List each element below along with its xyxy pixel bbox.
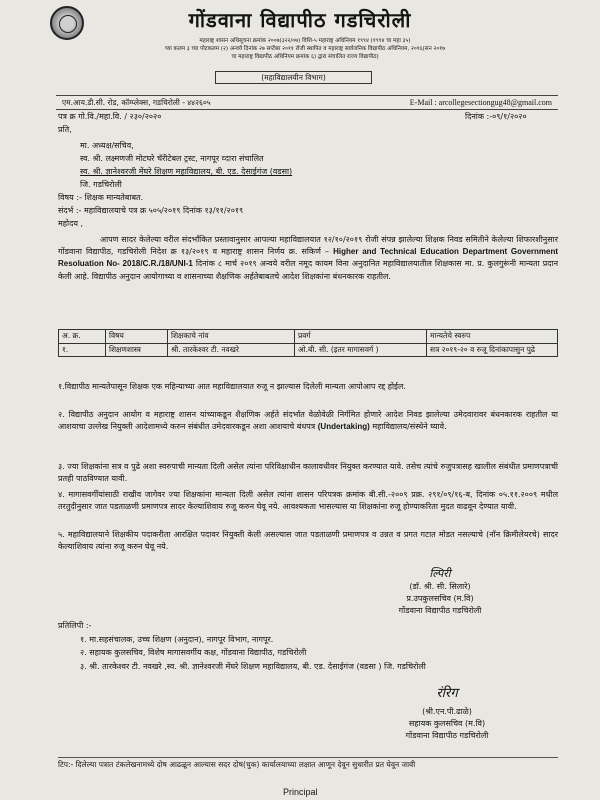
subject-line: विषय :- शिक्षक मान्यतेबाबत. (58, 193, 144, 202)
signature-block-2 (372, 688, 522, 742)
table-cell: श्री. तारकेश्वर टी. नवखरे (168, 344, 295, 357)
condition-5: ५. महाविद्यालयाने शिक्षकीय पदाकरीता आरक्षित पदावर नियुक्ती केली असल्यास जात पडताळणी प्रमाणपत्र व उन्नत व प्रगत गटात मोडत नसल्याचे (नॉन क्रिमीलेयरचे) सादर केल्याशिवाय त्यांना रुजू करुन घेवू नये. (58, 530, 558, 551)
principal-stamp-text: Principal (283, 787, 318, 797)
addressee-line: मा. अध्यक्ष/सचिव, (80, 141, 134, 150)
signatory-name: (डॉ. श्री. सी. सिलारे) (409, 582, 471, 591)
university-title: गोंडवाना विद्यापीठ गडचिरोली (188, 8, 412, 32)
addressee-line: जि. गडचिरोली (80, 180, 122, 189)
condition-2-text-a: २. विद्यापीठ अनुदान आयोग व महाराष्ट्र शासन यांच्याकडून शैक्षणिक अर्हते संदर्भात वेळोवेळी निर्गमित होणारे आदेश निवड झालेल्या उमेदवारावर बंधनकारक राहतील या आशयाचा उल्लेख नियुक्ती आदेशामध्ये करुन संबंधीत उमेदवारकडून अशा आशयाचे बंधपत्र (58, 410, 558, 431)
body-paragraph (58, 234, 558, 283)
signatory-org: गोंडवाना विद्यापीठ गडचिरोली (398, 606, 482, 615)
table-cell: शिक्षणशास्त्र (106, 344, 168, 357)
footer-divider (58, 757, 558, 758)
condition-2 (58, 409, 558, 433)
reference-number: पत्र क्र गो.वि./महा.वि. / २३०/२०२० (58, 112, 162, 121)
addressee-line: स्व. श्री. लक्ष्मणजी मोटघरे चॅरीटेबल ट्रस्ट, नागपूर व्दारा संचालित (80, 154, 264, 163)
condition-2-text-b: महाविद्यालय/संस्थेने घ्यावे. (372, 422, 447, 431)
signature-mark: रंरिग (436, 686, 458, 701)
condition-1: १.विद्यापीठ मान्यतेपासून शिक्षक एक महिन्याच्या आत महाविद्यालयात रुजू न झाल्यास दिलेली मान्यता आपोआप रद्द होईल. (58, 382, 406, 391)
address-text: एम.आय.डी.सी. रोड, कॉम्प्लेक्स, गडचिरोली - ४४२६०५ (62, 98, 211, 107)
email-text: E-Mail : arcollegesectiongug48@gmail.com (409, 98, 552, 107)
table-header: अ. क्र. (59, 330, 106, 344)
table-cell: ओ.बी. सी. (इतर मागासवर्ग ) (295, 344, 427, 357)
table-header-row (59, 330, 558, 344)
copies-heading: प्रतिलिपी :- (58, 621, 92, 630)
approval-table (58, 329, 558, 357)
address-bar (56, 95, 558, 110)
salutation: महोदय , (58, 219, 84, 228)
department-label: (महाविद्यालयीन विभाग) (215, 71, 372, 84)
signature-block-1 (365, 568, 515, 617)
copy-item: ३. श्री. तारकेश्वर टी. नवखरे ,स्व. श्री. ज्ञानेश्वरजी मेंघरे शिक्षण महाविद्यालय, बी. एड. देसाईगंज (वडसा ) जि. गडचिरोली (80, 662, 426, 671)
table-cell: सत्र २०१९-२० व रुजू दिनांकापासुन पुढे (427, 344, 558, 357)
table-header: शिक्षकाचे नांव (168, 330, 295, 344)
condition-3: ३. ज्या शिक्षकांना सत्र व पुढे अशा स्वरुपाची मान्यता दिली असेल त्यांना परिविक्षाधीन कालावधीवर नियुक्त करण्यात यावे. तसेच त्यांचे रुजुपत्रासह खालील संबंधीत प्रमाणपत्राची प्रतही पाठविण्यात यावी. (58, 462, 558, 483)
signatory-title: सहायक कुलसचिव (म.वि) (408, 719, 486, 728)
signature-mark: ल्पिरी (429, 567, 451, 580)
signatory-org: गोंडवाना विद्यापीठ गडचिरोली (405, 731, 489, 740)
signatory-title: प्र.उपकुलसचिव (म.वि) (406, 594, 474, 603)
government-resolution: Higher and Technical Education Department Government Resoluation No- 2018/C.R./18/UNI-1 (58, 247, 559, 269)
copy-item: २. सहायक कुलसचिव, विशेष मागासवर्गीय कक्ष, गोंडवाना विद्यापीठ, गडचिरोली (80, 648, 307, 657)
copy-item: १. मा.सहसंचालक, उच्च शिक्षण (अनुदान), नागपूर विभाग, नागपूर. (80, 635, 274, 644)
table-header: विषय (106, 330, 168, 344)
reference-line: संदर्भ :- महाविद्यालयाचे पत्र क्र ५०५/२०१९ दिनांक १३/११/२०१९ (58, 206, 244, 215)
undertaking-label: (Undertaking) (317, 422, 370, 431)
body-text-2: दिनांक ८ मार्च २०१९ अन्वये वरील नमूद कायम विना अनुदानित महाविद्यालयातील शिक्षकास मा. प्र. कुलगुरूंनी मान्यता प्रदान केली आहे. विद्यापीठ अनुदान आयोगाच्या व शासनाच्या शैक्षणिक अर्हतेबाबतचे आदेश शिक्षकांना बंधनकारक राहतील. (58, 259, 559, 281)
table-row (59, 344, 558, 357)
footer-note: टिप:- दिलेल्या पत्रात टंकलेखनामध्ये दोष आढळून आल्यास सदर दोष(चुक) कार्यालयाच्या लक्षात आणून देवून सुधारीत प्रत घेवून जावी (58, 760, 416, 769)
table-header: मान्यतेचे स्वरुप (427, 330, 558, 344)
table-cell: १. (59, 344, 106, 357)
header-subline-3: चा महाराष्ट्र विद्यापीठ अधिनियम क्रमांक ६) द्वारा संचालित राज्य विद्यापीठ) (231, 54, 379, 60)
header-subline-1: महाराष्ट्र शासन अधिसूचना क्रमांक २००७(३२२/०७) विशि-५ महाराष्ट्र अधिनियम १९९४ (१९९४ चा महा ३५) (199, 38, 411, 44)
signatory-name: (श्री.एन.पी.ढाळे) (422, 707, 472, 716)
condition-4: ४. मागासवर्गीयांसाठी राखीव जागेवर ज्या शिक्षकांना मान्यता दिली असेल त्यांना शासन परिपत्रक क्रमांक बी.सी.-२००९ प्रक्र. २९१/०९/१६-ब, दिनांक ०५.११.२००९ मधील तरतुदीनुसार जात पडताळणी प्रमाणपत्र सादर केल्याशिवाय रुजू करुन घेवू नये. आवश्यकता भासल्यास या शिक्षकांना रुजू होण्याकरिता मुदत वाढवून देण्यात यावी. (58, 490, 558, 511)
to-label: प्रति, (58, 125, 72, 134)
body-text-1: आपण सादर केलेल्या वरील संदर्भांकित प्रस्तावानुसार आपल्या महाविद्यालयात १२/१०/२०१९ रोजी संपन्न झालेल्या शिक्षक निवड समितीने केलेल्या शिफारशीनुसार गोंडवाना विद्यापीठ, गडचिरोली निदेश क्र १३/२०१९ व महाराष्ट्र शासन निर्णय क्र. सकिर्ण – (58, 235, 558, 257)
table-header: प्रवर्ग (295, 330, 427, 344)
letter-date: दिनांक :-०९/१/२०२० (465, 112, 527, 121)
addressee-line: स्व. श्री. ज्ञानेश्वरजी मेंघरे शिक्षण महाविद्यालय, बी. एड. देसाईगंज (वडसा) (80, 167, 293, 176)
header-subline-2: च्या कलम ३ च्या पोटकलम (२) अन्वये दिनांक २७ सप्टेंबर २०११ रोजी स्थापित व महाराष्ट्र सार्वजनिक विद्यापीठ अधिनियम, २०१६(सन २०१७ (164, 46, 446, 52)
